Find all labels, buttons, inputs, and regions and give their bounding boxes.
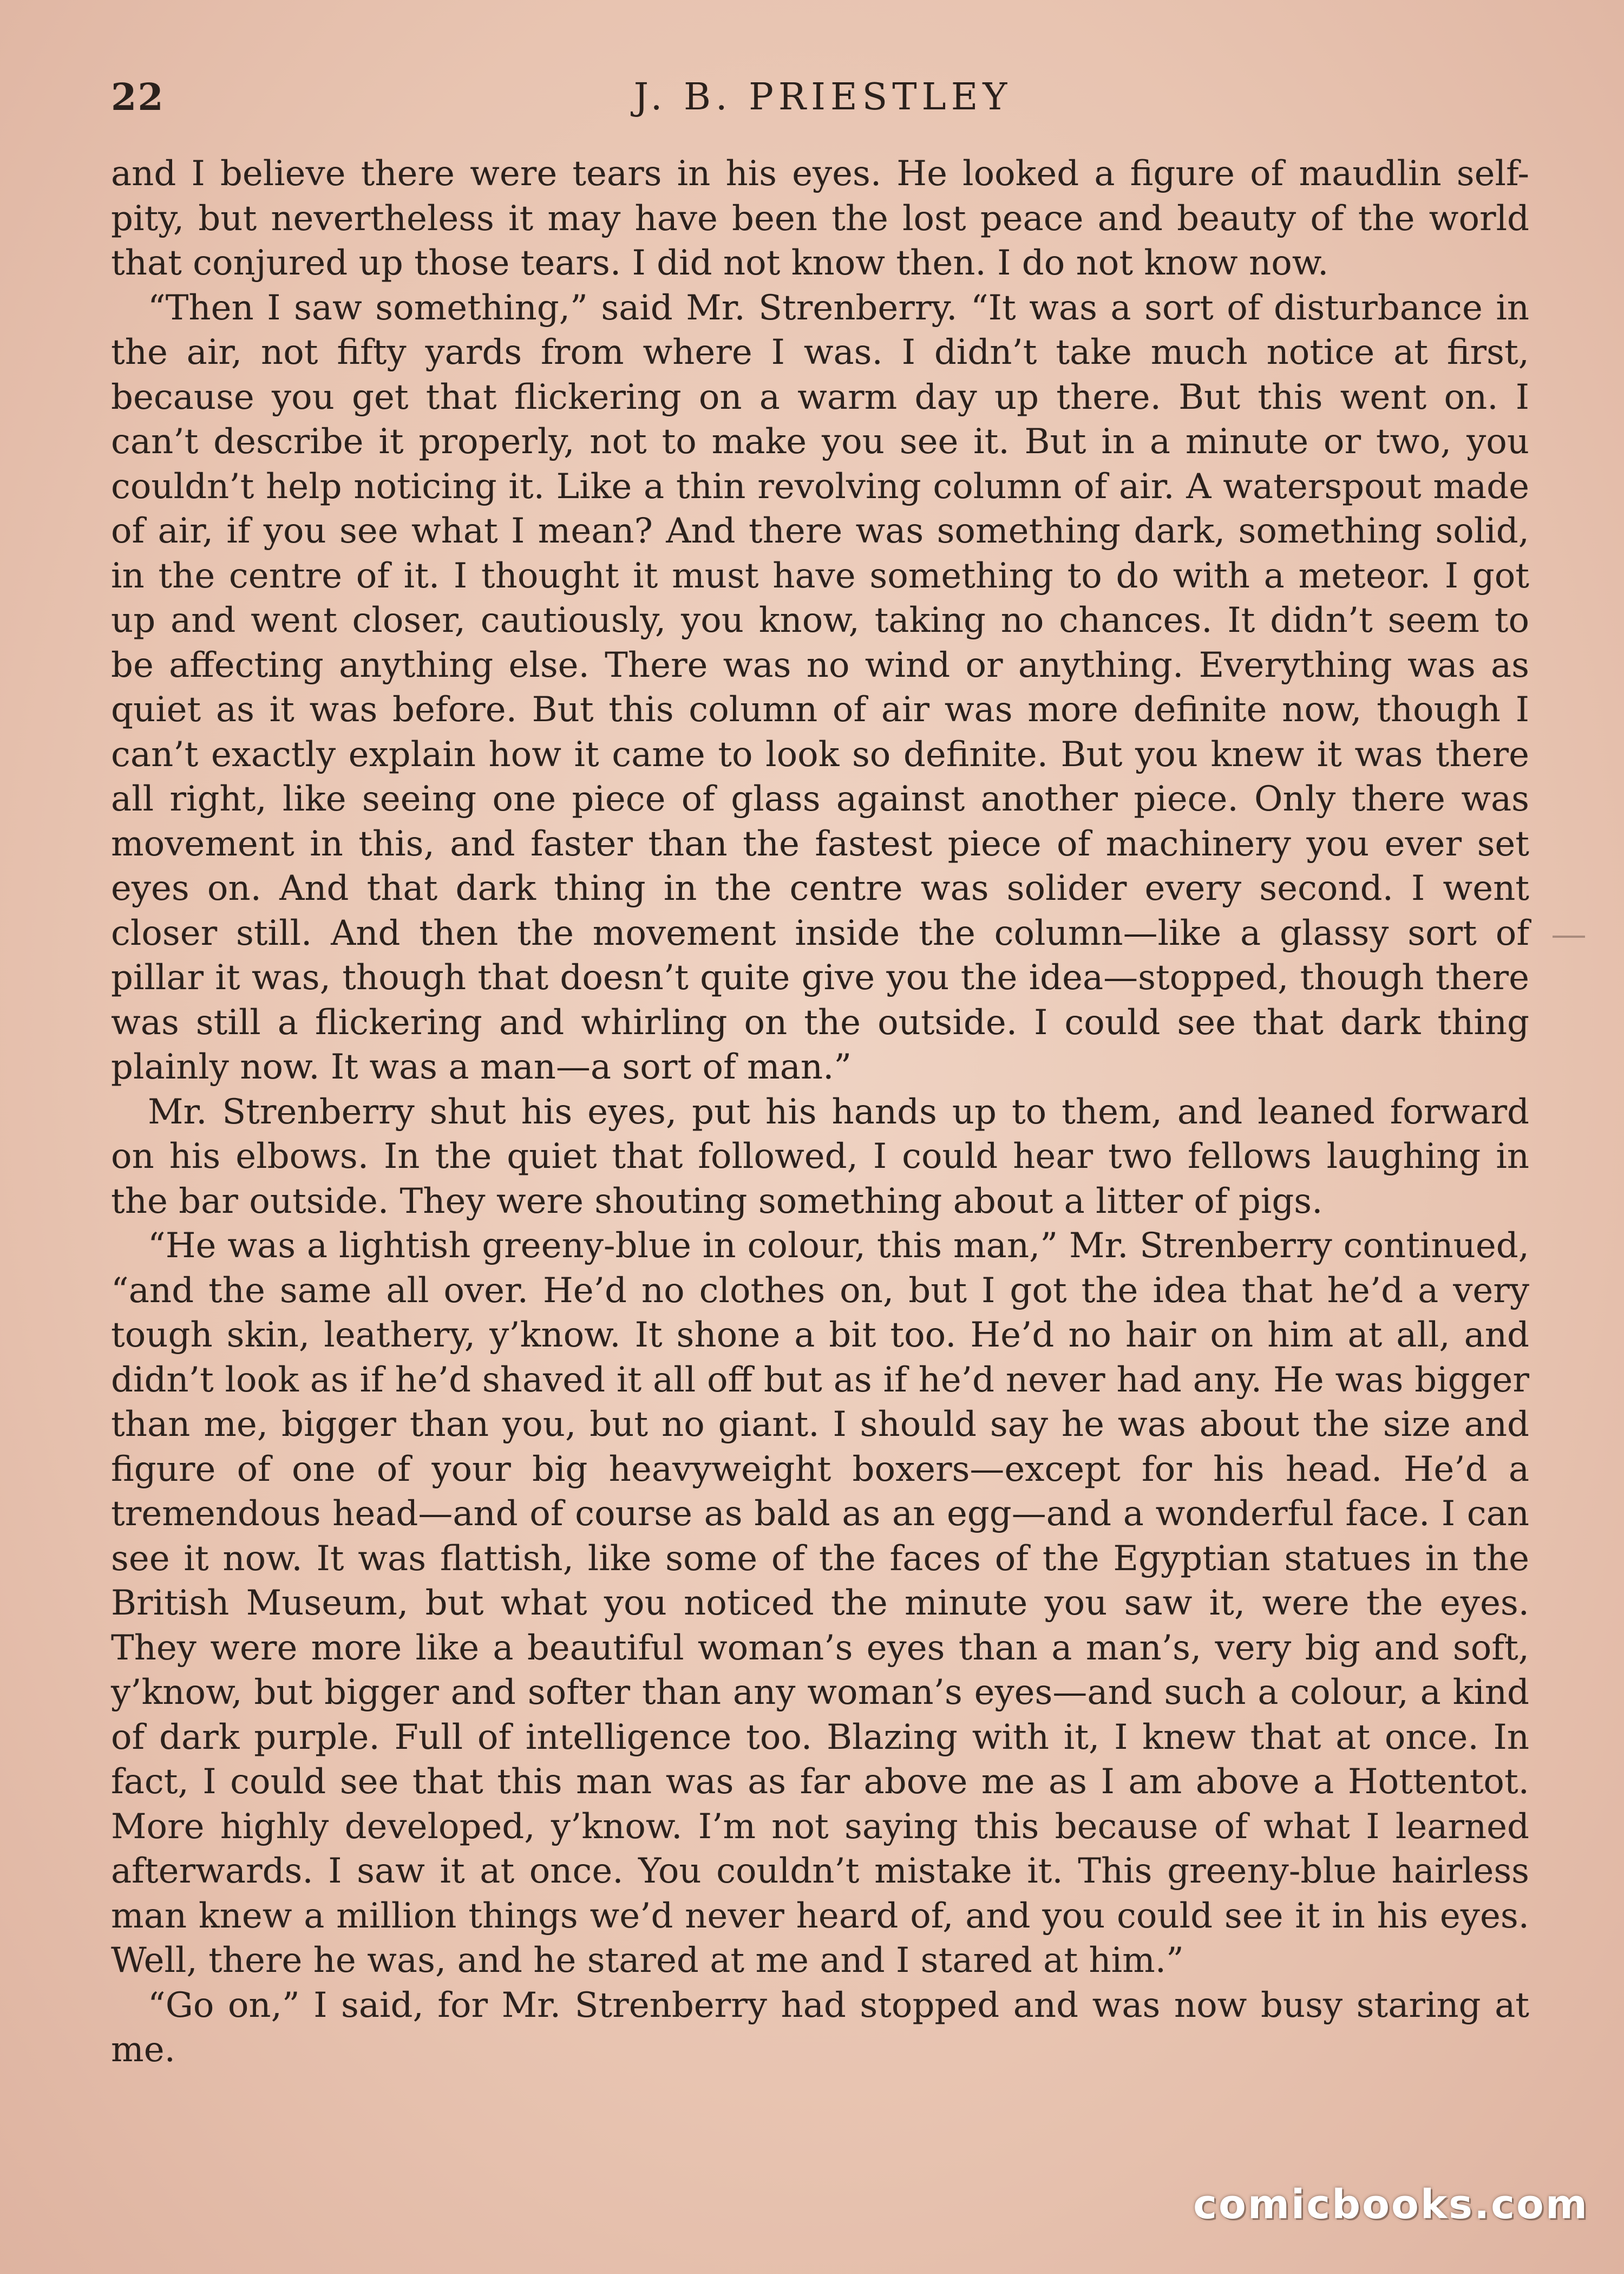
paragraph-1: and I believe there were tears in his eyes. He looked a figure of maudlin self-pity, but nevertheless it may have been the lost peace and beauty of the world that conjured up those tears. I did not know then. I do not know now. [111, 154, 1529, 283]
body-text [111, 152, 1529, 2236]
running-head [111, 76, 1535, 130]
margin-mark [1553, 936, 1585, 938]
paragraph-4: “He was a lightish greeny-blue in colour, this man,” Mr. Strenberry continued, “and the same all over. He’d no clothes on, but I got the idea that he’d a very tough skin, leathery, y’know. It shone a bit too. He’d no hair on him at all, and didn’t look as if he’d shaved it all off but as if he’d never had any. He was bigger than me, bigger than you, but no giant. I should say he was about the size and figure of one of your big heavyweight boxers—except for his head. He’d a tremendous head—and of course as bald as an egg—and a wonderful face. I can see it now. It was flattish, like some of the faces of the Egyptian statues in the British Museum, but what you noticed the minute you saw it, were the eyes. They were more like a beautiful woman’s eyes than a man’s, very big and soft, y’know, but bigger and softer than any woman’s eyes—and such a colour, a kind of dark purple. Full of intelligence too. Blazing with it, I knew that at once. In fact, I could see that this man was as far above me as I am above a Hottentot. More highly developed, y’know. I’m not saying this because of what I learned afterwards. I saw it at once. You couldn’t mistake it. This greeny-blue hairless man knew a million things we’d never heard of, and you could see it in his eyes. Well, there he was, and he stared at me and I stared at him.” [111, 1226, 1529, 1981]
paragraph-2: “Then I saw something,” said Mr. Strenberry. “It was a sort of disturbance in the air, not fifty yards from where I was. I didn’t take much notice at first, because you get that flickering on a warm day up there. But this went on. I can’t describe it properly, not to make you see it. But in a minute or two, you couldn’t help noticing it. Like a thin revolving column of air. A waterspout made of air, if you see what I mean? And there was something dark, something solid, in the centre of it. I thought it must have something to do with a meteor. I got up and went closer, cautiously, you know, taking no chances. It didn’t seem to be affecting anything else. There was no wind or anything. Everything was as quiet as it was before. But this column of air was more definite now, though I can’t exactly explain how it came to look so definite. But you knew it was there all right, like seeing one piece of glass against another piece. Only there was movement in this, and faster than the fastest piece of machinery you ever set eyes on. And that dark thing in the centre was solider every second. I went closer still. And then the movement inside the column—like a glassy sort of pillar it was, though that doesn’t quite give you the idea—stopped, though there was still a flickering and whirling on the outside. I could see that dark thing plainly now. It was a man—a sort of man.” [111, 287, 1529, 1087]
paragraph-3: Mr. Strenberry shut his eyes, put his hands up to them, and leaned forward on his elbows. In the quiet that followed, I could hear two fellows laughing in the bar outside. They were shouting something about a litter of pigs. [111, 1092, 1529, 1221]
watermark-logo: comicbooks.com [1193, 2181, 1589, 2228]
running-head-author: J. B. PRIESTLEY [633, 76, 1012, 119]
paragraph-5: “Go on,” I said, for Mr. Strenberry had stopped and was now busy staring at me. [111, 1985, 1529, 2070]
page-number: 22 [111, 76, 165, 119]
